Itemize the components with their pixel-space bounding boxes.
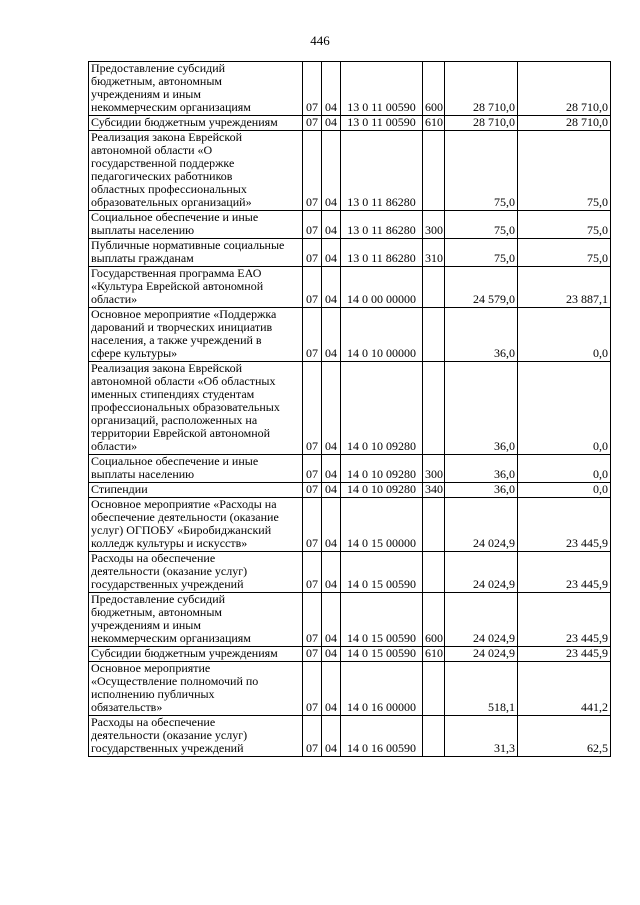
expense-name-line: автономной области «О <box>91 143 213 157</box>
subsection-code-cell: 04 <box>322 455 341 483</box>
table-row <box>89 116 611 131</box>
table-row <box>89 239 611 267</box>
table-row <box>89 211 611 239</box>
table-row <box>89 716 611 757</box>
expense-name-cell <box>89 239 303 267</box>
expense-type-cell <box>423 308 445 362</box>
amount-year2-cell: 441,2 <box>518 662 611 716</box>
section-code-cell: 07 <box>303 308 322 362</box>
expense-name-cell <box>89 483 303 498</box>
target-article-cell: 14 0 10 09280 <box>341 362 423 455</box>
expense-type-cell <box>423 716 445 757</box>
expense-name-line: Расходы на обеспечение <box>91 551 216 565</box>
section-code-cell: 07 <box>303 647 322 662</box>
subsection-code-cell: 04 <box>322 716 341 757</box>
expense-name-line: Предоставление субсидий <box>91 592 226 606</box>
budget-table <box>88 61 611 757</box>
subsection-code-cell: 04 <box>322 498 341 552</box>
table-row <box>89 593 611 647</box>
amount-year1-cell: 31,3 <box>445 716 518 757</box>
target-article-cell: 14 0 15 00590 <box>341 552 423 593</box>
target-article-cell: 13 0 11 86280 <box>341 239 423 267</box>
subsection-code-cell: 04 <box>322 131 341 211</box>
table-row <box>89 498 611 552</box>
expense-name-cell <box>89 62 303 116</box>
expense-type-cell: 340 <box>423 483 445 498</box>
amount-year2-cell: 23 887,1 <box>518 267 611 308</box>
target-article-cell: 14 0 10 00000 <box>341 308 423 362</box>
expense-type-cell: 310 <box>423 239 445 267</box>
expense-name-line: профессиональных образовательных <box>91 400 280 414</box>
target-article-cell: 13 0 11 86280 <box>341 131 423 211</box>
table-row <box>89 267 611 308</box>
table-row <box>89 308 611 362</box>
subsection-code-cell: 04 <box>322 362 341 455</box>
expense-name-cell <box>89 211 303 239</box>
amount-year1-cell: 28 710,0 <box>445 62 518 116</box>
expense-name-line: Предоставление субсидий <box>91 61 226 75</box>
subsection-code-cell: 04 <box>322 552 341 593</box>
section-code-cell: 07 <box>303 239 322 267</box>
amount-year1-cell: 518,1 <box>445 662 518 716</box>
page-number: 446 <box>310 33 330 48</box>
table-row <box>89 662 611 716</box>
expense-name-line: «Культура Еврейской автономной <box>91 279 264 293</box>
amount-year1-cell: 75,0 <box>445 211 518 239</box>
expense-name-line: Публичные нормативные социальные <box>91 238 285 252</box>
expense-name-line: Основное мероприятие «Поддержка <box>91 307 277 321</box>
subsection-code-cell: 04 <box>322 662 341 716</box>
expense-name-line: Реализация закона Еврейской <box>91 130 243 144</box>
expense-name-line: Государственная программа ЕАО <box>91 266 262 280</box>
amount-year1-cell: 24 579,0 <box>445 267 518 308</box>
amount-year1-cell: 24 024,9 <box>445 552 518 593</box>
amount-year1-cell: 36,0 <box>445 455 518 483</box>
subsection-code-cell: 04 <box>322 593 341 647</box>
subsection-code-cell: 04 <box>322 267 341 308</box>
expense-name-cell <box>89 362 303 455</box>
amount-year1-cell: 24 024,9 <box>445 498 518 552</box>
expense-name-line: автономной области «Об областных <box>91 374 276 388</box>
expense-type-cell: 300 <box>423 455 445 483</box>
expense-name-line: Основное мероприятие «Расходы на <box>91 497 277 511</box>
budget-table-body <box>89 62 611 757</box>
expense-type-cell <box>423 498 445 552</box>
expense-type-cell: 610 <box>423 116 445 131</box>
amount-year2-cell: 0,0 <box>518 362 611 455</box>
expense-name-cell <box>89 455 303 483</box>
expense-name-line: государственной поддержке <box>91 156 235 170</box>
expense-type-cell <box>423 552 445 593</box>
table-row <box>89 483 611 498</box>
target-article-cell: 13 0 11 00590 <box>341 62 423 116</box>
expense-name-line: областных профессиональных <box>91 182 247 196</box>
target-article-cell: 13 0 11 86280 <box>341 211 423 239</box>
expense-name-line: педагогических работников <box>91 169 233 183</box>
expense-name-line: организаций, расположенных на <box>91 413 258 427</box>
amount-year2-cell: 75,0 <box>518 131 611 211</box>
section-code-cell: 07 <box>303 62 322 116</box>
amount-year2-cell: 28 710,0 <box>518 62 611 116</box>
section-code-cell: 07 <box>303 131 322 211</box>
expense-name-line: выплаты гражданам <box>91 251 194 265</box>
section-code-cell: 07 <box>303 552 322 593</box>
expense-name-line: государственных учреждений <box>91 741 244 755</box>
section-code-cell: 07 <box>303 267 322 308</box>
expense-name-cell <box>89 647 303 662</box>
expense-name-cell <box>89 552 303 593</box>
subsection-code-cell: 04 <box>322 239 341 267</box>
target-article-cell: 14 0 15 00590 <box>341 647 423 662</box>
amount-year2-cell: 0,0 <box>518 483 611 498</box>
expense-name-line: государственных учреждений <box>91 577 244 591</box>
expense-name-line: Социальное обеспечение и иные <box>91 210 259 224</box>
amount-year2-cell: 75,0 <box>518 211 611 239</box>
section-code-cell: 07 <box>303 716 322 757</box>
expense-name-line: Расходы на обеспечение <box>91 715 216 729</box>
table-row <box>89 131 611 211</box>
subsection-code-cell: 04 <box>322 647 341 662</box>
table-row <box>89 552 611 593</box>
expense-name-cell <box>89 593 303 647</box>
amount-year1-cell: 36,0 <box>445 362 518 455</box>
target-article-cell: 14 0 10 09280 <box>341 455 423 483</box>
amount-year1-cell: 24 024,9 <box>445 647 518 662</box>
section-code-cell: 07 <box>303 662 322 716</box>
expense-name-line: образовательных организаций» <box>91 195 252 209</box>
expense-name-line: колледж культуры и искусств» <box>91 536 248 550</box>
amount-year1-cell: 24 024,9 <box>445 593 518 647</box>
expense-name-line: именных стипендиях студентам <box>91 387 255 401</box>
target-article-cell: 13 0 11 00590 <box>341 116 423 131</box>
expense-name-line: деятельности (оказание услуг) <box>91 564 248 578</box>
amount-year2-cell: 28 710,0 <box>518 116 611 131</box>
expense-name-line: Субсидии бюджетным учреждениям <box>91 115 278 129</box>
expense-name-line: бюджетным, автономным <box>91 605 222 619</box>
target-article-cell: 14 0 00 00000 <box>341 267 423 308</box>
subsection-code-cell: 04 <box>322 308 341 362</box>
amount-year2-cell: 23 445,9 <box>518 647 611 662</box>
expense-name-line: Основное мероприятие <box>91 661 211 675</box>
amount-year2-cell: 23 445,9 <box>518 498 611 552</box>
expense-name-cell <box>89 131 303 211</box>
expense-name-line: сфере культуры» <box>91 346 178 360</box>
expense-name-line: некоммерческим организациям <box>91 100 251 114</box>
table-row <box>89 62 611 116</box>
expense-name-line: выплаты населению <box>91 223 195 237</box>
section-code-cell: 07 <box>303 483 322 498</box>
subsection-code-cell: 04 <box>322 62 341 116</box>
expense-type-cell <box>423 131 445 211</box>
expense-name-line: населения, а также учреждений в <box>91 333 262 347</box>
expense-name-line: «Осуществление полномочий по <box>91 674 259 688</box>
amount-year2-cell: 0,0 <box>518 455 611 483</box>
expense-name-line: Субсидии бюджетным учреждениям <box>91 646 278 660</box>
expense-name-cell <box>89 498 303 552</box>
table-row <box>89 647 611 662</box>
amount-year1-cell: 75,0 <box>445 131 518 211</box>
expense-name-line: дарований и творческих инициатив <box>91 320 273 334</box>
expense-type-cell: 600 <box>423 593 445 647</box>
table-row <box>89 455 611 483</box>
target-article-cell: 14 0 15 00590 <box>341 593 423 647</box>
table-row <box>89 362 611 455</box>
expense-name-cell <box>89 662 303 716</box>
expense-name-line: выплаты населению <box>91 467 195 481</box>
target-article-cell: 14 0 16 00000 <box>341 662 423 716</box>
target-article-cell: 14 0 15 00000 <box>341 498 423 552</box>
expense-name-line: обязательств» <box>91 700 163 714</box>
expense-name-line: территории Еврейской автономной <box>91 426 271 440</box>
amount-year2-cell: 23 445,9 <box>518 552 611 593</box>
expense-type-cell: 600 <box>423 62 445 116</box>
amount-year1-cell: 28 710,0 <box>445 116 518 131</box>
section-code-cell: 07 <box>303 498 322 552</box>
expense-name-line: области» <box>91 292 138 306</box>
expense-name-line: учреждениям и иным <box>91 87 201 101</box>
amount-year2-cell: 62,5 <box>518 716 611 757</box>
target-article-cell: 14 0 16 00590 <box>341 716 423 757</box>
expense-name-line: деятельности (оказание услуг) <box>91 728 248 742</box>
amount-year2-cell: 23 445,9 <box>518 593 611 647</box>
expense-type-cell: 610 <box>423 647 445 662</box>
section-code-cell: 07 <box>303 362 322 455</box>
expense-name-line: некоммерческим организациям <box>91 631 251 645</box>
expense-name-line: бюджетным, автономным <box>91 74 222 88</box>
expense-name-line: Реализация закона Еврейской <box>91 361 243 375</box>
expense-name-line: Социальное обеспечение и иные <box>91 454 259 468</box>
subsection-code-cell: 04 <box>322 211 341 239</box>
section-code-cell: 07 <box>303 116 322 131</box>
section-code-cell: 07 <box>303 455 322 483</box>
section-code-cell: 07 <box>303 593 322 647</box>
expense-name-line: учреждениям и иным <box>91 618 201 632</box>
amount-year1-cell: 36,0 <box>445 308 518 362</box>
expense-name-line: исполнению публичных <box>91 687 215 701</box>
amount-year2-cell: 0,0 <box>518 308 611 362</box>
expense-name-line: услуг) ОГПОБУ «Биробиджанский <box>91 523 272 537</box>
expense-name-cell <box>89 308 303 362</box>
expense-name-line: области» <box>91 439 138 453</box>
expense-type-cell: 300 <box>423 211 445 239</box>
expense-name-cell <box>89 716 303 757</box>
expense-name-cell <box>89 116 303 131</box>
amount-year1-cell: 75,0 <box>445 239 518 267</box>
section-code-cell: 07 <box>303 211 322 239</box>
expense-type-cell <box>423 662 445 716</box>
target-article-cell: 14 0 10 09280 <box>341 483 423 498</box>
subsection-code-cell: 04 <box>322 116 341 131</box>
amount-year2-cell: 75,0 <box>518 239 611 267</box>
expense-type-cell <box>423 362 445 455</box>
expense-name-cell <box>89 267 303 308</box>
expense-name-line: обеспечение деятельности (оказание <box>91 510 279 524</box>
amount-year1-cell: 36,0 <box>445 483 518 498</box>
subsection-code-cell: 04 <box>322 483 341 498</box>
expense-type-cell <box>423 267 445 308</box>
expense-name-line: Стипендии <box>91 482 148 496</box>
